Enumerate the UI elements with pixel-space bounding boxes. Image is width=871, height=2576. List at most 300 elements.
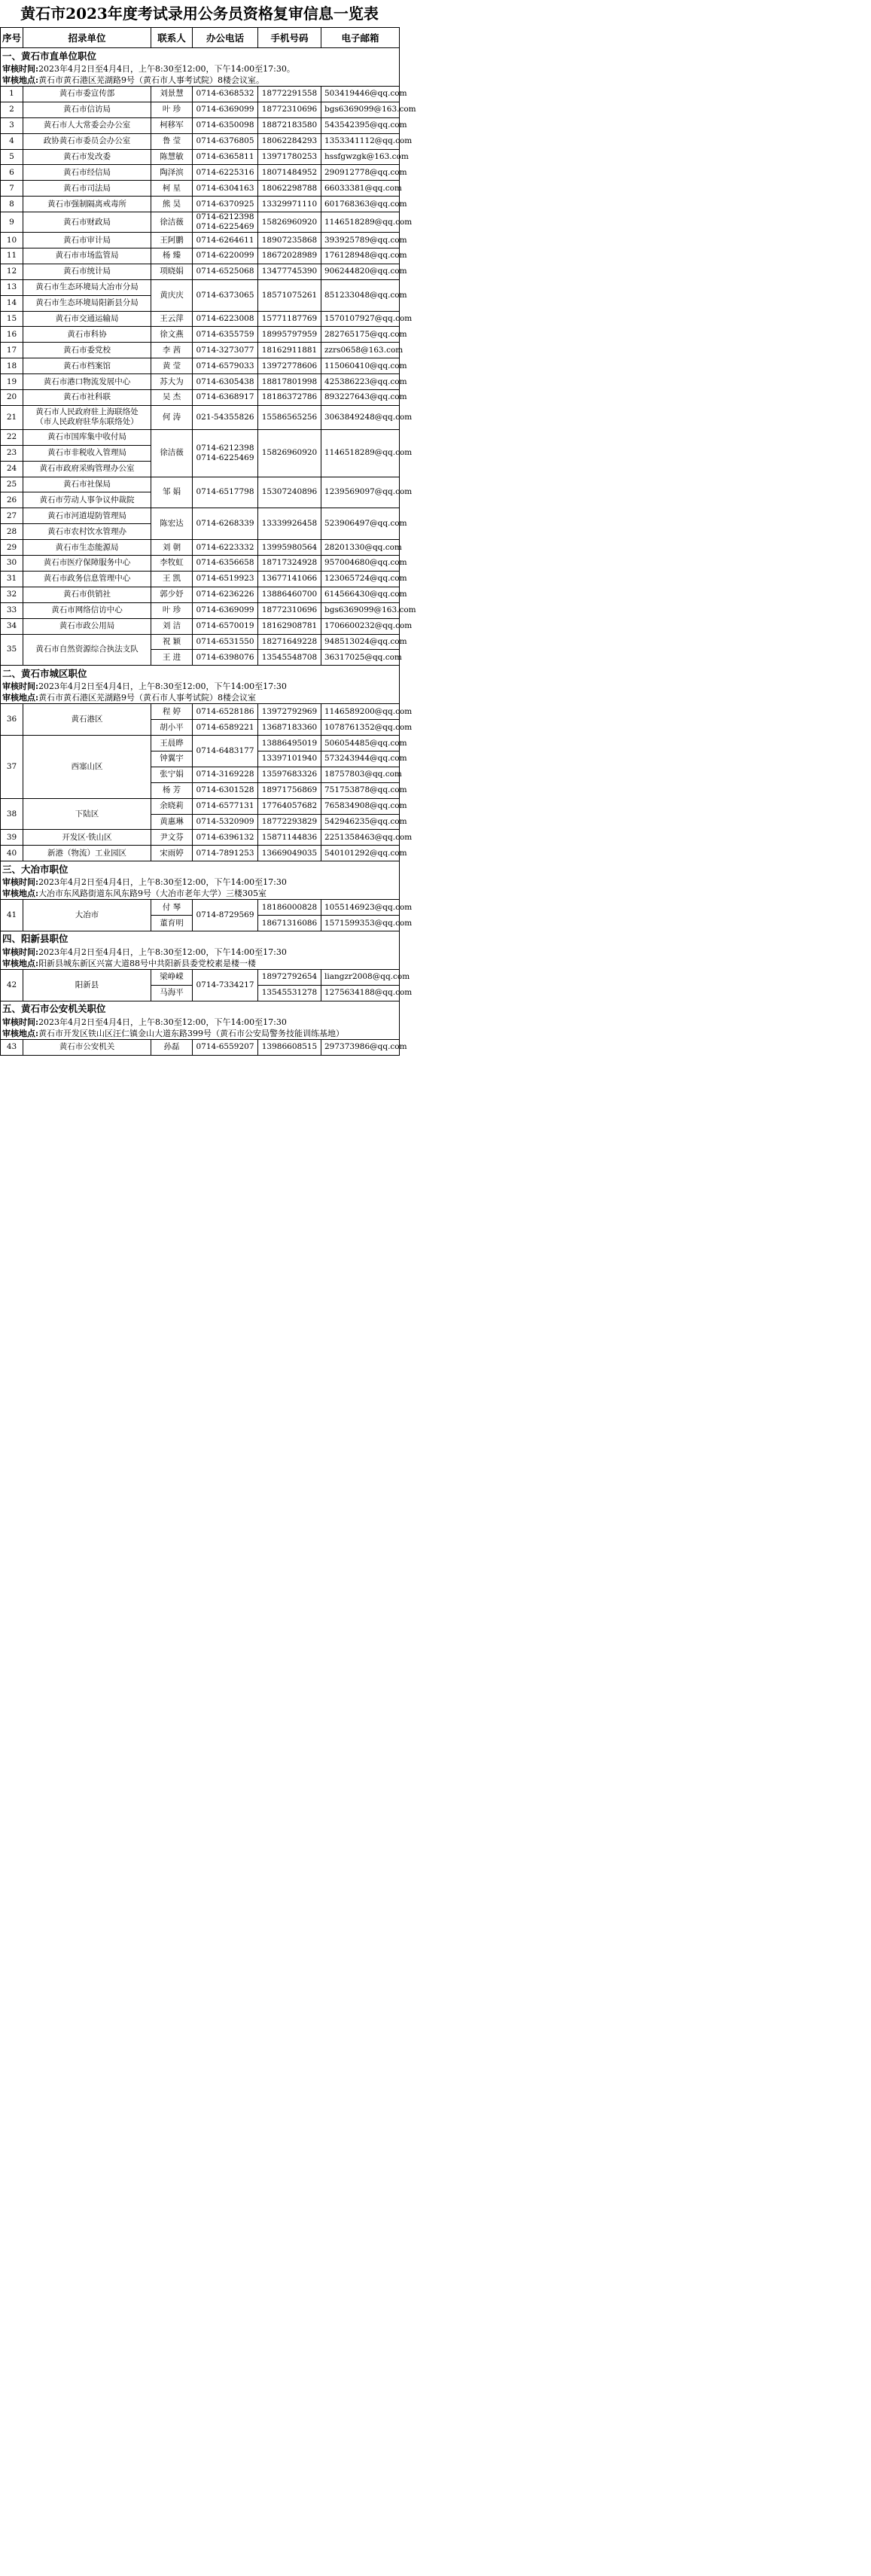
mobile-number: 15826960920 xyxy=(261,448,318,458)
section-place xyxy=(1,958,400,970)
table-body xyxy=(1,48,416,1056)
mobile-number: 13597683326 xyxy=(261,770,318,779)
recruiting-unit-cell xyxy=(23,133,151,149)
office-phone: 0714-6519923 xyxy=(196,574,254,584)
office-phone: 0714-6223008 xyxy=(196,314,254,324)
contact-name: 马海平 xyxy=(160,988,184,998)
contact-name: 叶 珍 xyxy=(162,605,181,615)
recruiting-unit-cell xyxy=(23,374,151,390)
contact-name-cell xyxy=(151,197,193,212)
row-number-cell xyxy=(1,524,23,540)
section-place-value: 黄石市开发区铁山区汪仁镇金山大道东路399号（黄石市公安局警务技能训练基地） xyxy=(38,1028,345,1038)
recruiting-unit: 黄石市审计局 xyxy=(63,235,111,245)
mobile-number-cell xyxy=(258,405,321,429)
recruiting-unit-cell xyxy=(23,1039,151,1055)
contact-name: 苏大为 xyxy=(160,376,184,386)
contact-name-cell xyxy=(151,248,193,264)
row-number: 8 xyxy=(9,199,14,209)
recruiting-unit: 黄石市社科联 xyxy=(63,392,111,402)
row-number: 40 xyxy=(6,848,17,858)
recruiting-unit-cell xyxy=(23,149,151,165)
office-phone-cell xyxy=(193,704,258,720)
recruiting-unit-cell xyxy=(23,87,151,102)
table-row xyxy=(1,133,400,149)
contact-name: 郭少妤 xyxy=(160,590,184,599)
recruiting-unit: 黄石市公安机关 xyxy=(59,1042,115,1052)
recruiting-unit: 黄石市科协 xyxy=(67,329,107,339)
row-number: 28 xyxy=(6,526,17,536)
office-phone-cell xyxy=(193,264,258,279)
email-address: 1146518289@qq.com xyxy=(324,217,413,227)
office-phone-cell xyxy=(193,650,258,666)
recruiting-unit-cell xyxy=(23,181,151,197)
section-place-row xyxy=(1,75,400,87)
office-phone: 0714-3169228 xyxy=(196,770,254,779)
row-number-cell xyxy=(1,900,23,931)
email-address: 393925789@qq.com xyxy=(324,235,407,245)
mobile-number-cell xyxy=(258,736,321,751)
contact-name-cell xyxy=(151,798,193,814)
recruiting-unit: 下陆区 xyxy=(75,809,99,819)
section-title: 四、阳新县职位 xyxy=(1,931,400,947)
row-number-cell xyxy=(1,405,23,429)
email-address: 751753878@qq.com xyxy=(324,785,407,795)
office-phone-cell xyxy=(193,634,258,650)
row-number-cell xyxy=(1,212,23,233)
office-phone: 0714-6212398 xyxy=(196,443,254,453)
recruiting-unit: 黄石市信访局 xyxy=(63,105,111,114)
recruiting-unit: 黄石市市场监管局 xyxy=(55,251,119,261)
recruiting-unit-cell xyxy=(23,602,151,618)
email-address: 540101292@qq.com xyxy=(324,848,407,858)
row-number: 24 xyxy=(6,464,17,474)
recruiting-unit: 黄石市农村饮水管理办 xyxy=(47,526,126,536)
email-address: 1078761352@qq.com xyxy=(324,722,413,732)
row-number-cell xyxy=(1,540,23,556)
mobile-number: 18772291558 xyxy=(261,89,318,99)
mobile-number-cell xyxy=(258,343,321,358)
office-phone: 0714-5320909 xyxy=(196,816,254,826)
recruiting-unit: 黄石市自然资源综合执法支队 xyxy=(35,645,139,654)
section-time-row xyxy=(1,876,400,888)
mobile-number-cell xyxy=(258,311,321,327)
table-row xyxy=(1,165,400,181)
row-number: 35 xyxy=(6,645,17,654)
row-number-cell xyxy=(1,390,23,406)
section-place-label: 审核地点: xyxy=(2,1028,39,1038)
office-phone-cell xyxy=(193,571,258,587)
table-row xyxy=(1,374,400,390)
recruiting-unit: 黄石市政府采购管理办公室 xyxy=(39,464,135,474)
email-address-cell xyxy=(321,634,407,650)
mobile-number: 18162908781 xyxy=(261,621,318,631)
row-number: 42 xyxy=(6,980,17,989)
recruiting-unit-cell xyxy=(23,311,151,327)
contact-name: 鲁 莹 xyxy=(162,136,181,146)
section-time xyxy=(1,681,400,692)
section-time-row xyxy=(1,947,400,958)
office-phone-cell xyxy=(193,327,258,343)
email-address-cell xyxy=(321,165,407,181)
section-place-value: 黄石市黄石港区芜湖路9号（黄石市人事考试院）8楼会议室。 xyxy=(38,75,265,85)
mobile-number-cell xyxy=(258,830,321,846)
email-address: hssfgwzgk@163.com xyxy=(324,152,409,161)
contact-name-cell xyxy=(151,390,193,406)
office-phone: 0714-6589221 xyxy=(196,722,254,732)
email-address-cell xyxy=(321,358,407,374)
email-address: 543542395@qq.com xyxy=(324,120,407,130)
contact-name-cell xyxy=(151,279,193,311)
office-phone: 0714-6355759 xyxy=(196,329,254,339)
mobile-number-cell xyxy=(258,602,321,618)
office-phone-cell xyxy=(193,602,258,618)
office-phone: 0714-6577131 xyxy=(196,801,254,811)
section-place-label: 审核地点: xyxy=(2,693,39,703)
contact-name-cell xyxy=(151,133,193,149)
contact-name-cell xyxy=(151,571,193,587)
recruiting-unit-cell xyxy=(23,343,151,358)
table-row xyxy=(1,798,400,814)
contact-name: 余晓莉 xyxy=(160,801,184,811)
row-number-cell xyxy=(1,477,23,492)
office-phone: 0714-6225469 xyxy=(196,453,254,462)
header-mobile: 手机号码 xyxy=(258,28,321,48)
email-address-cell xyxy=(321,311,413,327)
mobile-number: 13545548708 xyxy=(261,652,318,662)
office-phone: 021-54355826 xyxy=(196,412,254,422)
mobile-number: 15771187769 xyxy=(261,314,318,324)
table-row xyxy=(1,634,400,650)
email-address-cell xyxy=(321,390,407,406)
recruiting-unit-cell xyxy=(23,587,151,602)
contact-name-cell xyxy=(151,782,193,798)
office-phone: 0714-6236226 xyxy=(196,590,254,599)
row-number: 36 xyxy=(6,715,17,724)
row-number: 19 xyxy=(6,376,17,386)
section-place-label: 审核地点: xyxy=(2,75,39,85)
email-address-cell xyxy=(321,87,407,102)
mobile-number: 13971780253 xyxy=(261,152,318,161)
recruiting-unit: 黄石市政公用局 xyxy=(59,621,115,631)
contact-name-cell xyxy=(151,556,193,572)
office-phone-cell xyxy=(193,117,258,133)
mobile-number-cell xyxy=(258,248,321,264)
mobile-number-cell xyxy=(258,650,321,666)
header-contact: 联系人 xyxy=(151,28,193,48)
office-phone-cell xyxy=(193,814,258,830)
recruiting-unit: 黄石市人大常委会办公室 xyxy=(43,120,131,130)
section-time-label: 审核时间: xyxy=(2,877,39,888)
email-address-cell xyxy=(321,181,400,197)
mobile-number-cell xyxy=(258,429,321,477)
recruiting-unit-cell xyxy=(23,390,151,406)
row-number-cell xyxy=(1,133,23,149)
email-address: 176128948@qq.com xyxy=(324,251,407,261)
mobile-number: 15871144836 xyxy=(261,832,318,842)
mobile-number-cell xyxy=(258,233,321,248)
recruiting-unit-cell xyxy=(23,556,151,572)
table-row xyxy=(1,264,400,279)
recruiting-unit-cell xyxy=(23,736,151,799)
email-address-cell xyxy=(321,916,413,931)
contact-name: 杨 芳 xyxy=(162,785,181,795)
mobile-number: 15586565256 xyxy=(261,412,318,422)
contact-name: 刘 朝 xyxy=(162,542,181,552)
mobile-number-cell xyxy=(258,197,321,212)
contact-name-cell xyxy=(151,1039,193,1055)
contact-name: 王云萍 xyxy=(160,314,184,324)
table-row xyxy=(1,736,400,751)
office-phone: 0714-6370925 xyxy=(196,199,254,209)
contact-name-cell xyxy=(151,405,193,429)
contact-name: 徐洁薇 xyxy=(160,217,184,227)
office-phone: 0714-6356658 xyxy=(196,558,254,568)
header-email: 电子邮箱 xyxy=(321,28,400,48)
email-address-cell xyxy=(321,540,400,556)
office-phone: 0714-6369099 xyxy=(196,605,254,615)
email-address-cell xyxy=(321,846,407,861)
table-row xyxy=(1,102,400,117)
office-phone: 0714-6531550 xyxy=(196,636,254,646)
section-place-label: 审核地点: xyxy=(2,889,39,899)
email-address: 601768363@qq.com xyxy=(324,199,407,209)
email-address-cell xyxy=(321,327,407,343)
email-address: zzrs0658@163.com xyxy=(324,345,404,355)
row-number-cell xyxy=(1,556,23,572)
office-phone: 0714-6212398 xyxy=(196,212,254,222)
table-row xyxy=(1,233,400,248)
table-row xyxy=(1,343,400,358)
contact-name-cell xyxy=(151,736,193,751)
row-number: 5 xyxy=(9,152,14,161)
mobile-number-cell xyxy=(258,720,321,736)
section-time-value: 2023年4月2日至4月4日，上午8:30至12:00，下午14:00至17:30 xyxy=(38,947,287,957)
email-address: 506054485@qq.com xyxy=(324,738,407,748)
section-time-row xyxy=(1,63,400,75)
email-address: liangzr2008@qq.com xyxy=(324,972,410,982)
table-row xyxy=(1,197,400,212)
recruiting-unit-cell xyxy=(23,571,151,587)
office-phone: 0714-6483177 xyxy=(196,745,254,755)
row-number-cell xyxy=(1,798,23,830)
email-address: 1146589200@qq.com xyxy=(324,706,413,716)
section-time-value: 2023年4月2日至4月4日，上午8:30至12:00，下午14:00至17:30。 xyxy=(38,64,295,74)
contact-name: 王 进 xyxy=(162,652,181,662)
email-address-cell xyxy=(321,429,413,477)
mobile-number-cell xyxy=(258,264,321,279)
row-number: 25 xyxy=(6,480,17,489)
contact-name-cell xyxy=(151,477,193,508)
row-number: 17 xyxy=(6,345,17,355)
table-row xyxy=(1,181,400,197)
mobile-number-cell xyxy=(258,704,321,720)
mobile-number-cell xyxy=(258,102,321,117)
office-phone-cell xyxy=(193,248,258,264)
recruiting-unit: 黄石市供销社 xyxy=(63,590,111,599)
mobile-number: 18672028989 xyxy=(261,251,318,261)
section-time-label: 审核时间: xyxy=(2,947,39,957)
mobile-number: 18571075261 xyxy=(261,290,318,300)
contact-name-cell xyxy=(151,165,193,181)
mobile-number: 18717324928 xyxy=(261,558,318,568)
row-number-cell xyxy=(1,327,23,343)
contact-name-cell xyxy=(151,212,193,233)
row-number: 41 xyxy=(6,910,17,920)
row-number-cell xyxy=(1,571,23,587)
recruiting-unit: 黄石市政务信息管理中心 xyxy=(43,574,131,584)
recruiting-unit-cell xyxy=(23,830,151,846)
recruiting-unit: 黄石市交通运输局 xyxy=(55,314,119,324)
contact-name-cell xyxy=(151,985,193,1001)
row-number-cell xyxy=(1,248,23,264)
mobile-number-cell xyxy=(258,900,321,916)
mobile-number: 13397101940 xyxy=(261,754,318,764)
mobile-number: 18186372786 xyxy=(261,392,318,402)
contact-name-cell xyxy=(151,969,193,985)
section-place-value: 大冶市东风路街道东风东路9号（大冶市老年大学）三楼305室 xyxy=(38,889,267,899)
row-number: 22 xyxy=(6,432,17,442)
recruiting-unit: 西塞山区 xyxy=(71,761,103,771)
office-phone-cell xyxy=(193,736,258,767)
contact-name-cell xyxy=(151,704,193,720)
mobile-number: 18671316086 xyxy=(261,918,318,928)
recruiting-unit: 黄石市劳动人事争议仲裁院 xyxy=(39,495,135,505)
mobile-number: 18162911881 xyxy=(261,345,318,355)
mobile-number-cell xyxy=(258,587,321,602)
row-number-cell xyxy=(1,102,23,117)
row-number-cell xyxy=(1,87,23,102)
office-phone: 0714-6373065 xyxy=(196,290,254,300)
row-number: 26 xyxy=(6,495,17,505)
section-place-row xyxy=(1,888,400,900)
contact-name: 杨 臻 xyxy=(162,251,181,261)
section-time-label: 审核时间: xyxy=(2,1017,39,1027)
office-phone: 0714-6225469 xyxy=(196,222,254,232)
office-phone: 0714-6220099 xyxy=(196,251,254,261)
office-phone-cell xyxy=(193,508,258,540)
email-address: 765834908@qq.com xyxy=(324,801,407,811)
section-place-row xyxy=(1,692,400,704)
recruiting-unit-cell xyxy=(23,248,151,264)
recruiting-unit: 黄石市档案馆 xyxy=(63,361,111,370)
mobile-number: 18817801998 xyxy=(261,376,318,386)
recruiting-unit: 阳新县 xyxy=(75,980,99,989)
section-time-value: 2023年4月2日至4月4日，上午8:30至12:00，下午14:00至17:30 xyxy=(38,1017,287,1027)
recruiting-unit-cell xyxy=(23,327,151,343)
mobile-number-cell xyxy=(258,969,321,985)
recruiting-unit: 黄石市委党校 xyxy=(63,345,111,355)
contact-name-cell xyxy=(151,358,193,374)
email-address: 573243944@qq.com xyxy=(324,754,407,764)
section-time-row xyxy=(1,1017,400,1028)
email-address-cell xyxy=(321,969,410,985)
contact-name: 张宁娟 xyxy=(160,770,184,779)
mobile-number: 18995797959 xyxy=(261,329,318,339)
contact-name: 付 琴 xyxy=(162,902,181,912)
row-number: 14 xyxy=(6,298,17,308)
mobile-number: 13477745390 xyxy=(261,267,318,276)
email-address-cell xyxy=(321,197,407,212)
recruiting-unit-cell xyxy=(23,900,151,931)
contact-name-cell xyxy=(151,634,193,650)
mobile-number-cell xyxy=(258,149,321,165)
recruiting-unit-cell xyxy=(23,508,151,524)
office-phone-cell xyxy=(193,587,258,602)
recruiting-unit: 新港（物流）工业园区 xyxy=(47,848,126,858)
email-address: 3063849248@qq.com xyxy=(324,412,413,422)
mobile-number: 13545531278 xyxy=(261,988,318,998)
row-number: 15 xyxy=(6,314,17,324)
row-number-cell xyxy=(1,279,23,295)
row-number-cell xyxy=(1,117,23,133)
row-number: 31 xyxy=(6,574,17,584)
office-phone: 0714-6528186 xyxy=(196,706,254,716)
mobile-number: 18062298788 xyxy=(261,183,318,193)
recruiting-unit-cell xyxy=(23,634,151,666)
office-phone: 0714-6301528 xyxy=(196,785,254,795)
email-address-cell xyxy=(321,508,407,540)
email-address: 28201330@qq.com xyxy=(324,542,402,552)
office-phone-cell xyxy=(193,429,258,477)
row-number-cell xyxy=(1,445,23,461)
recruiting-unit-cell xyxy=(23,704,151,736)
recruiting-unit-cell xyxy=(23,405,151,429)
recruiting-unit-cell xyxy=(23,117,151,133)
mobile-number: 18772293829 xyxy=(261,816,318,826)
contact-name: 何 涛 xyxy=(162,412,181,422)
office-phone: 0714-6304163 xyxy=(196,183,254,193)
email-address-cell xyxy=(321,374,407,390)
contact-name: 陈宏达 xyxy=(160,519,184,529)
row-number-cell xyxy=(1,461,23,477)
office-phone-cell xyxy=(193,358,258,374)
recruiting-unit-cell xyxy=(23,358,151,374)
mobile-number: 18186000828 xyxy=(261,902,318,912)
contact-name: 柯 星 xyxy=(162,183,181,193)
mobile-number-cell xyxy=(258,571,321,587)
contact-name-cell xyxy=(151,650,193,666)
office-phone-cell xyxy=(193,374,258,390)
office-phone: 0714-6365811 xyxy=(196,152,254,161)
email-address: 66033381@qq.com xyxy=(324,183,402,193)
mobile-number-cell xyxy=(258,374,321,390)
table-row xyxy=(1,212,400,233)
email-address: bgs6369099@163.com xyxy=(324,105,416,114)
table-row xyxy=(1,149,400,165)
section-place xyxy=(1,75,400,87)
mobile-number-cell xyxy=(258,279,321,311)
mobile-number: 13329971110 xyxy=(261,199,318,209)
office-phone-cell xyxy=(193,618,258,634)
contact-name-cell xyxy=(151,587,193,602)
office-phone-cell xyxy=(193,830,258,846)
email-address-cell xyxy=(321,830,413,846)
recruiting-unit-cell xyxy=(23,279,151,295)
office-phone: 0714-7891253 xyxy=(196,848,254,858)
office-phone-cell xyxy=(193,556,258,572)
email-address-cell xyxy=(321,618,413,634)
email-address: 614566430@qq.com xyxy=(324,590,407,599)
contact-name-cell xyxy=(151,102,193,117)
mobile-number-cell xyxy=(258,327,321,343)
section-title: 二、黄石市城区职位 xyxy=(1,666,400,681)
contact-name-cell xyxy=(151,814,193,830)
row-number-cell xyxy=(1,602,23,618)
recruiting-unit: 黄石市统计局 xyxy=(63,267,111,276)
row-number-cell xyxy=(1,830,23,846)
office-phone-cell xyxy=(193,900,258,931)
office-phone-cell xyxy=(193,390,258,406)
